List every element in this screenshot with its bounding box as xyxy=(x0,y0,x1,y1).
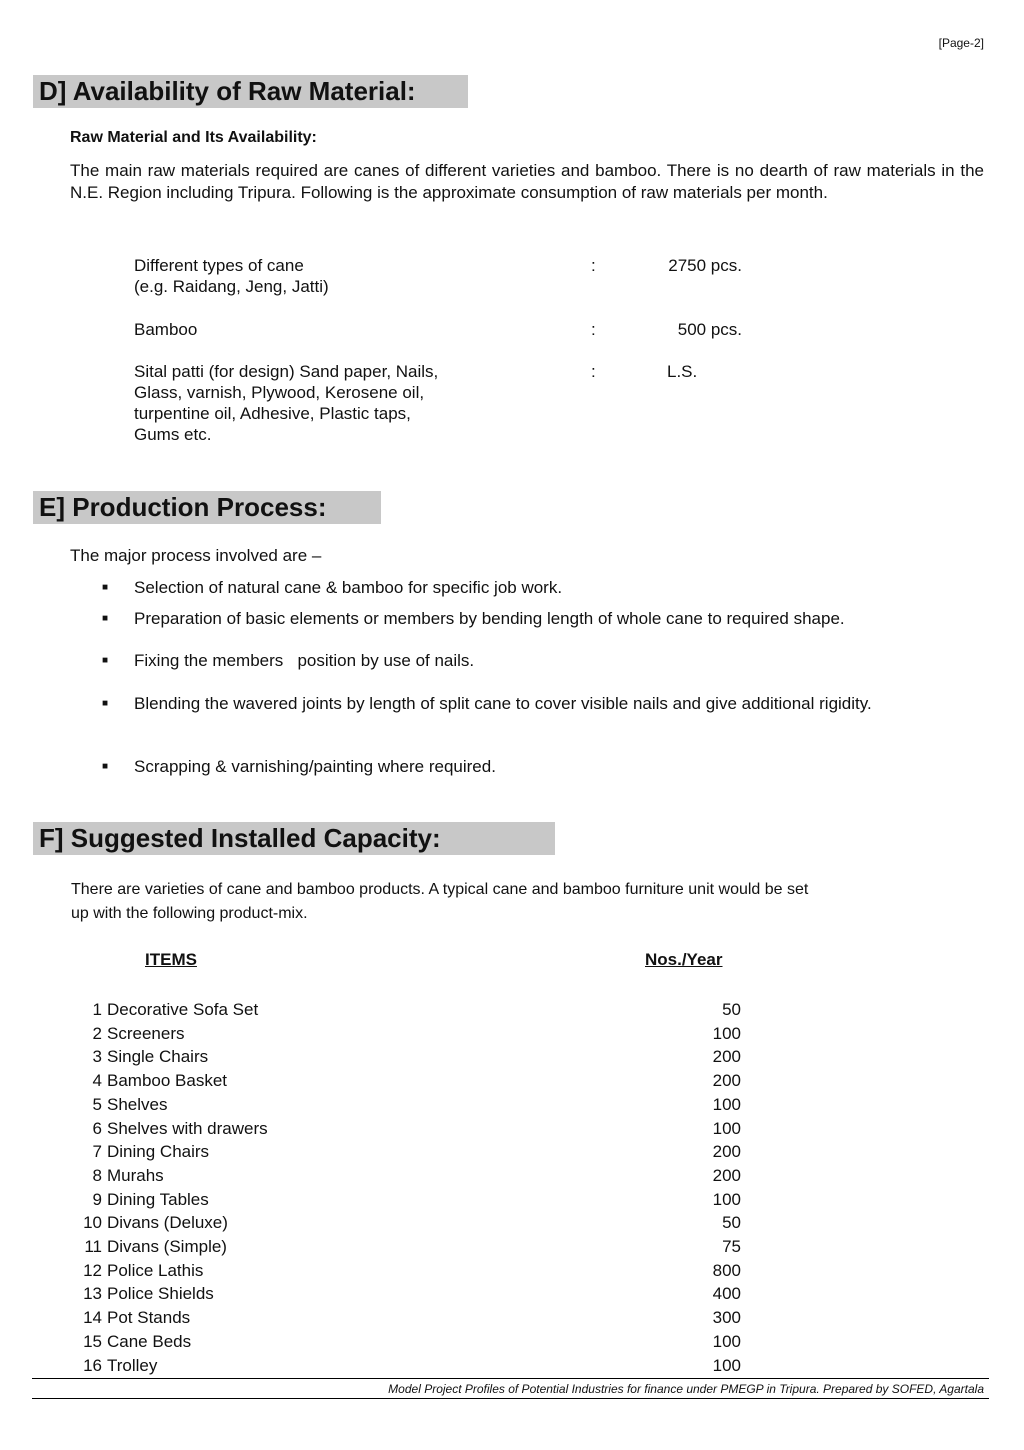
footer-rule-bottom xyxy=(32,1398,989,1399)
item-quantity: 400 xyxy=(712,1284,741,1304)
bullet-marker: ■ xyxy=(102,655,109,666)
item-name: Cane Beds xyxy=(107,1331,192,1351)
item-name: Divans (Simple) xyxy=(107,1237,227,1256)
section-f-heading: F] Suggested Installed Capacity: xyxy=(33,822,555,855)
item-quantity: 200 xyxy=(712,1047,741,1067)
items-column-header: ITEMS xyxy=(145,950,197,969)
item-quantity: 100 xyxy=(712,1355,741,1375)
process-bullet: Fixing the members position by use of nails. xyxy=(134,651,475,670)
material-name-line: Gums etc. xyxy=(134,425,212,444)
item-quantity: 100 xyxy=(712,1331,741,1351)
bullet-marker: ■ xyxy=(102,613,109,624)
item-quantity: 100 xyxy=(712,1094,741,1114)
material-name: Sital patti (for design) Sand paper, Nails, xyxy=(134,362,439,381)
section-e-intro: The major process involved are – xyxy=(70,546,322,565)
item-quantity: 75 xyxy=(722,1237,741,1256)
item-number: 6 xyxy=(92,1118,102,1138)
material-row xyxy=(134,255,754,297)
material-separator: : xyxy=(591,256,596,275)
quantity-column-header: Nos./Year xyxy=(645,950,723,969)
item-number: 12 xyxy=(83,1260,102,1280)
material-name: Bamboo xyxy=(134,320,198,339)
process-bullet: Preparation of basic elements or members by bending length of whole cane to required shape. xyxy=(134,609,845,628)
item-quantity: 50 xyxy=(722,1213,741,1233)
item-number: 7 xyxy=(92,1142,102,1162)
item-name: Murahs xyxy=(107,1165,164,1185)
section-e-heading: E] Production Process: xyxy=(33,491,381,524)
material-name-line: Glass, varnish, Plywood, Kerosene oil, xyxy=(134,383,425,402)
item-name: Decorative Sofa Set xyxy=(107,1000,259,1019)
bullet-marker: ■ xyxy=(102,698,109,709)
item-number: 3 xyxy=(92,1047,102,1067)
section-d-heading: D] Availability of Raw Material: xyxy=(33,75,468,108)
material-row xyxy=(134,361,754,445)
process-bullet: Blending the wavered joints by length of split cane to cover visible nails and give additional rigidity. xyxy=(134,694,872,713)
item-name: Dining Tables xyxy=(107,1189,209,1209)
item-name: Dining Chairs xyxy=(107,1142,210,1162)
page-number: [Page-2] xyxy=(938,36,984,50)
section-d-paragraph: The main raw materials required are canes of different varieties and bamboo. There is no dearth of raw materials in the N.E. Region including Tripura. Following is the approximate consumption of raw materials per month. xyxy=(70,161,984,202)
item-number: 10 xyxy=(83,1213,102,1233)
item-number: 16 xyxy=(83,1355,102,1375)
item-name: Divans (Deluxe) xyxy=(107,1213,228,1233)
item-quantity: 200 xyxy=(712,1165,741,1185)
item-number: 9 xyxy=(92,1189,102,1209)
item-number: 8 xyxy=(92,1165,102,1185)
item-quantity: 300 xyxy=(712,1308,741,1328)
process-bullet: Selection of natural cane & bamboo for specific job work. xyxy=(134,578,563,597)
item-quantity: 100 xyxy=(712,1118,741,1138)
footer-rule-top xyxy=(32,1378,989,1379)
item-quantity: 200 xyxy=(712,1142,741,1162)
item-name: Screeners xyxy=(107,1023,185,1043)
material-row xyxy=(134,319,754,340)
material-separator: : xyxy=(591,320,596,339)
item-number: 15 xyxy=(83,1331,102,1351)
item-number: 13 xyxy=(83,1284,102,1304)
footer-text: Model Project Profiles of Potential Industries for finance under PMEGP in Tripura. Prepared by SOFED, Agartala xyxy=(388,1382,984,1396)
process-bullet: Scrapping & varnishing/painting where required. xyxy=(134,757,496,776)
item-quantity: 200 xyxy=(712,1071,741,1091)
item-number: 4 xyxy=(92,1071,102,1091)
material-quantity: 500 pcs. xyxy=(677,320,742,339)
item-name: Police Shields xyxy=(107,1284,214,1304)
item-name: Shelves xyxy=(107,1094,168,1114)
material-name-line: turpentine oil, Adhesive, Plastic taps, xyxy=(134,404,411,423)
item-quantity: 50 xyxy=(722,1000,741,1019)
section-f-intro-line: up with the following product-mix. xyxy=(71,905,308,922)
item-name: Bamboo Basket xyxy=(107,1071,228,1091)
bullet-marker: ■ xyxy=(102,582,109,593)
item-number: 1 xyxy=(92,1000,102,1019)
item-name: Single Chairs xyxy=(107,1047,209,1067)
material-quantity: L.S. xyxy=(667,362,698,381)
section-f-intro: There are varieties of cane and bamboo products. A typical cane and bamboo furniture unit would be set xyxy=(71,881,809,898)
item-number: 5 xyxy=(92,1094,102,1114)
item-number: 11 xyxy=(84,1237,102,1256)
section-d-subheading: Raw Material and Its Availability: xyxy=(70,129,317,146)
item-quantity: 800 xyxy=(712,1260,741,1280)
item-name: Trolley xyxy=(107,1355,158,1375)
item-name: Police Lathis xyxy=(107,1260,204,1280)
product-mix-table xyxy=(78,998,778,1382)
bullet-marker: ■ xyxy=(102,761,109,772)
material-quantity: 2750 pcs. xyxy=(668,256,742,275)
item-number: 14 xyxy=(83,1308,102,1328)
item-name: Shelves with drawers xyxy=(107,1118,268,1138)
item-number: 2 xyxy=(92,1023,102,1043)
item-quantity: 100 xyxy=(712,1189,741,1209)
item-name: Pot Stands xyxy=(107,1308,191,1328)
material-name: Different types of cane xyxy=(134,256,304,275)
item-quantity: 100 xyxy=(712,1023,741,1043)
material-separator: : xyxy=(591,362,596,381)
material-name-detail: (e.g. Raidang, Jeng, Jatti) xyxy=(134,277,329,296)
